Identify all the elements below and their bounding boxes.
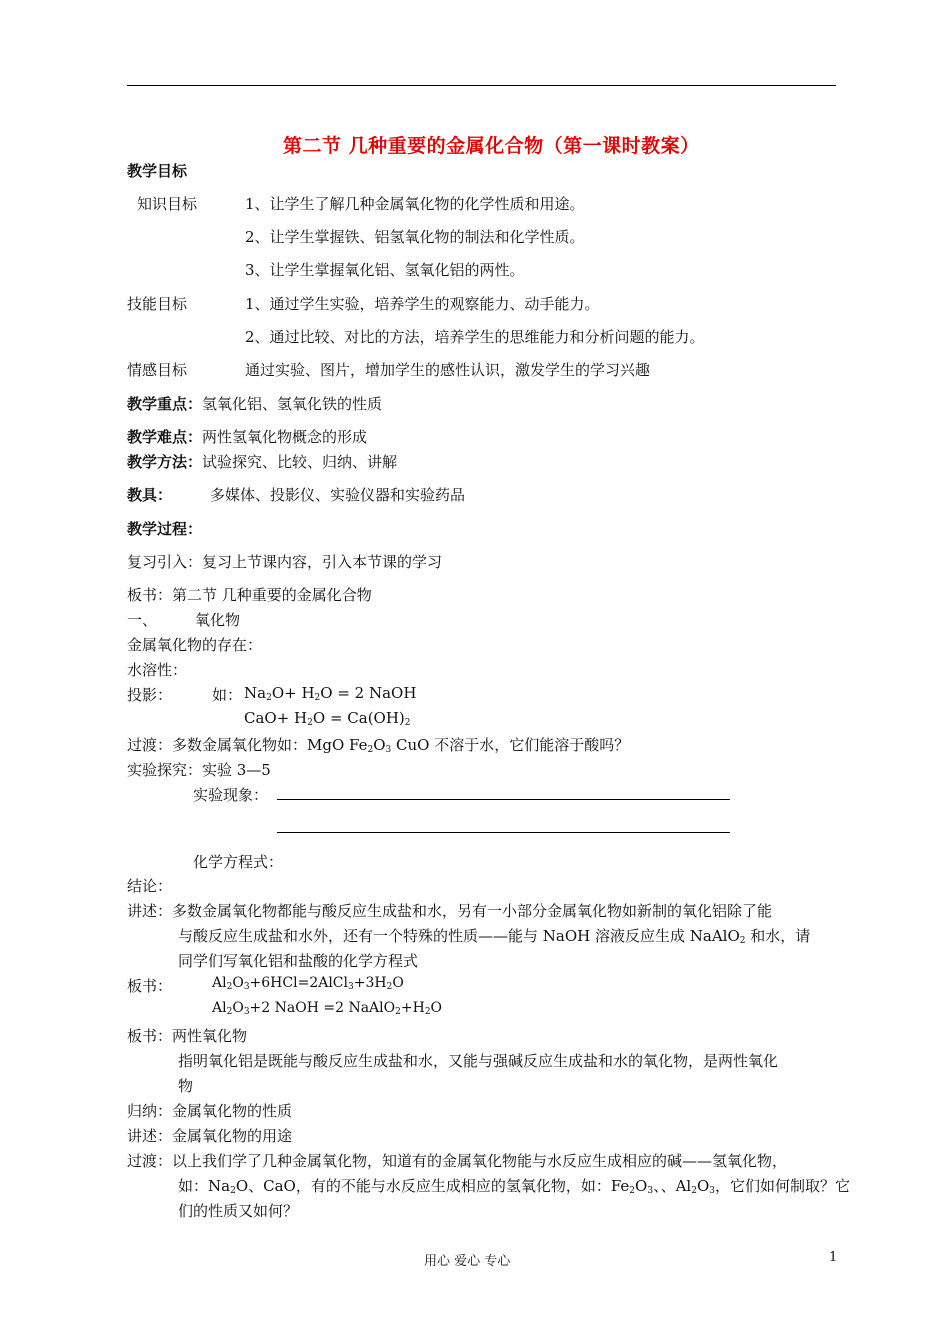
answer-blank[interactable] [277, 832, 730, 833]
method: 教学方法：试验探究、比较、归纳、讲解 [127, 453, 398, 471]
lecture-line: 讲述：多数金属氧化物都能与酸反应生成盐和水，另有一小部分金属氧化物如新制的氧化铝除了能 [127, 902, 773, 920]
knowledge-item: 2、让学生掌握铁、铝氢氧化物的制法和化学性质。 [245, 228, 585, 246]
board-line: 板书：第二节 几种重要的金属化合物 [127, 586, 372, 604]
knowledge-item: 1、让学生了解几种金属氧化物的化学性质和用途。 [245, 195, 585, 213]
equation-calcium-oxide: $CaO+ H_2O = Ca(OH)_2$ [244, 709, 411, 728]
header-rule [127, 85, 836, 86]
method-text: 试验探究、比较、归纳、讲解 [202, 453, 398, 471]
emotion-text: 通过实验、图片，增加学生的感性认识，激发学生的学习兴趣 [245, 361, 651, 379]
page-title: 第二节 几种重要的金属化合物（第一课时教案） [283, 135, 700, 157]
equation-prefix: 如： [212, 686, 243, 704]
knowledge-label: 知识目标 [137, 195, 198, 213]
skill-item: 1、通过学生实验，培养学生的观察能力、动手能力。 [245, 295, 600, 313]
definition-line: 物 [178, 1077, 194, 1095]
section-number: 一、 [127, 611, 158, 629]
tools-label: 教具： [127, 486, 173, 504]
skill-item: 2、通过比较、对比的方法，培养学生的思维能力和分析问题的能力。 [245, 328, 705, 346]
transition-line: 如：$Na_2O$、CaO，有的不能与水反应生成相应的氢氧化物，如：$Fe_2O_3$、、$Al_2O_3$，它们如何制取？它 [178, 1177, 851, 1196]
page-number: 1 [829, 1250, 838, 1265]
equation-alumina-acid: $Al_2O_3+6HCl=2AlCl_3+3H_2O$ [212, 975, 404, 992]
transition-line: 过渡：多数金属氧化物如：MgO $Fe_2O_3$ CuO 不溶于水，它们能溶于酸吗？ [127, 736, 630, 755]
board-line: 板书：两性氧化物 [127, 1027, 248, 1045]
solubility-line: 水溶性： [127, 661, 188, 679]
objectives-heading: 教学目标 [127, 162, 188, 180]
answer-blank[interactable] [277, 799, 730, 800]
board-label: 板书： [127, 977, 173, 995]
key-point-text: 氢氧化铝、氢氧化铁的性质 [202, 395, 383, 413]
conclusion-label: 结论： [127, 877, 173, 895]
projection-label: 投影： [127, 686, 173, 704]
equation-sodium-oxide: $Na_2O+ H_2O = 2$ NaOH [244, 684, 417, 703]
emotion-label: 情感目标 [127, 361, 188, 379]
definition-line: 指明氧化铝是既能与酸反应生成盐和水，又能与强碱反应生成盐和水的氧化物，是两性氧化 [178, 1052, 779, 1070]
difficulty-label: 教学难点 [127, 428, 188, 446]
equation-label: 化学方程式： [193, 853, 284, 871]
process-heading: 教学过程： [127, 520, 203, 538]
skill-label: 技能目标 [127, 295, 188, 313]
transition-line: 们的性质又如何？ [178, 1202, 299, 1220]
experiment-line: 实验探究：实验 3—5 [127, 761, 271, 779]
knowledge-item: 3、让学生掌握氧化铝、氢氧化铝的两性。 [245, 261, 525, 279]
key-point-label: 教学重点 [127, 395, 188, 413]
phenomenon-label: 实验现象： [193, 786, 269, 804]
transition-line: 过渡：以上我们学了几种金属氧化物，知道有的金属氧化物能与水反应生成相应的碱——氢氧化物， [127, 1152, 788, 1170]
existence-line: 金属氧化物的存在： [127, 636, 263, 654]
lecture-line: 同学们写氧化铝和盐酸的化学方程式 [178, 952, 419, 970]
summary-line: 归纳：金属氧化物的性质 [127, 1102, 293, 1120]
difficulty-text: 两性氢氧化物概念的形成 [202, 428, 368, 446]
footer-motto: 用心 爱心 专心 [424, 1254, 511, 1269]
equation-alumina-base: $Al_2O_3+2$ NaOH =2 $NaAlO_2+H_2O$ [212, 1000, 443, 1017]
lecture-line: 讲述：金属氧化物的用途 [127, 1127, 293, 1145]
review-line: 复习引入：复习上节课内容，引入本节课的学习 [127, 553, 443, 571]
tools-text: 多媒体、投影仪、实验仪器和实验药品 [210, 486, 466, 504]
difficulty: 教学难点：两性氢氧化物概念的形成 [127, 428, 368, 446]
method-label: 教学方法 [127, 453, 188, 471]
section-title: 氧化物 [195, 611, 241, 629]
lecture-line: 与酸反应生成盐和水外，还有一个特殊的性质——能与 NaOH 溶液反应生成 NaAlO$_2$ 和水，请 [178, 927, 811, 946]
key-point: 教学重点：氢氧化铝、氢氧化铁的性质 [127, 395, 383, 413]
